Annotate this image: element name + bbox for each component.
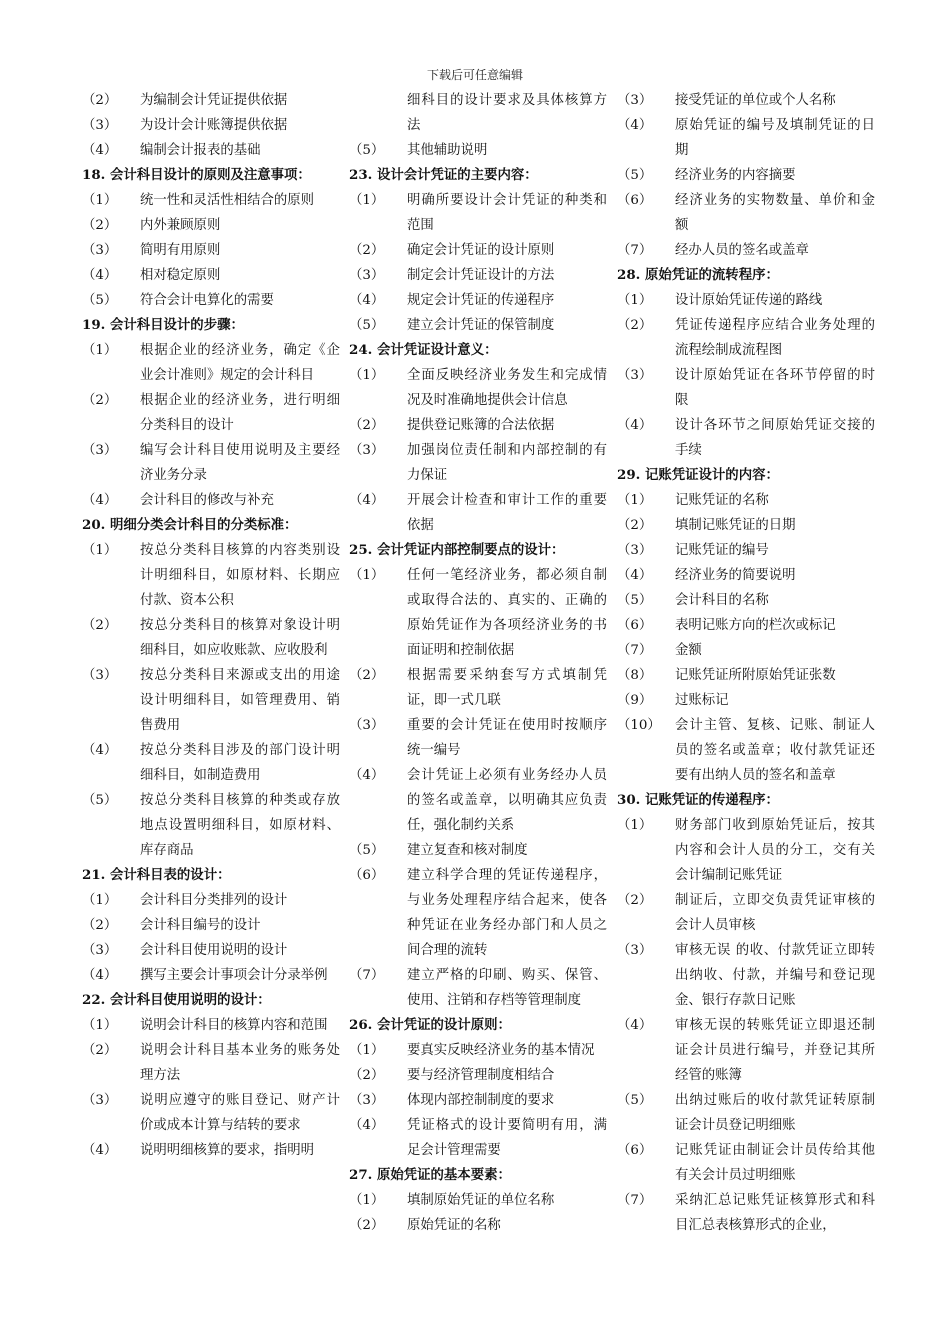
item-number: （2）	[349, 668, 385, 683]
item-text: 设计原始凭证传递的路线	[675, 293, 823, 308]
item-number: （7）	[617, 643, 653, 658]
list-item	[617, 163, 875, 188]
section-heading: 19. 会计科目设计的步骤：	[82, 317, 244, 333]
item-number: （3）	[617, 943, 653, 958]
list-item	[349, 288, 607, 313]
item-number: （4）	[349, 293, 385, 308]
item-number: （1）	[82, 543, 118, 558]
item-text: 根据企业的经济业务，进行明细分类科目的设计	[140, 393, 340, 433]
item-text: 表明记账方向的栏次或标记	[675, 618, 836, 633]
item-text: 说明会计科目基本业务的账务处理方法	[140, 1043, 340, 1083]
item-number: （6）	[617, 193, 653, 208]
section-heading: 21. 会计科目表的设计：	[82, 867, 231, 883]
item-text: 制证后，立即交负责凭证审核的会计人员审核	[675, 893, 875, 933]
item-number: （5）	[617, 593, 653, 608]
list-item	[617, 188, 875, 238]
section-heading: 27. 原始凭证的基本要素：	[349, 1167, 511, 1183]
item-text: 全面反映经济业务发生和完成情况及时准确地提供会计信息	[407, 368, 607, 408]
list-item	[617, 413, 875, 463]
item-number: （7）	[617, 1193, 653, 1208]
item-number: （3）	[349, 443, 385, 458]
item-text: 记账凭证的名称	[675, 493, 769, 508]
item-text: 经济业务的实物数量、单价和金额	[675, 193, 875, 233]
list-item	[617, 1088, 875, 1138]
list-item	[82, 438, 340, 488]
item-number: （4）	[82, 268, 118, 283]
section-heading: 28. 原始凭证的流转程序：	[617, 267, 779, 283]
item-number: （5）	[349, 318, 385, 333]
list-item	[349, 263, 607, 288]
item-number: （1）	[349, 1193, 385, 1208]
item-number: （2）	[349, 418, 385, 433]
list-item	[617, 688, 875, 713]
list-item	[82, 188, 340, 213]
section-heading: 30. 记账凭证的传递程序：	[617, 792, 779, 808]
item-number: （9）	[617, 693, 653, 708]
section-heading: 22. 会计科目使用说明的设计：	[82, 992, 271, 1008]
item-number: （2）	[82, 393, 118, 408]
item-text: 说明应遵守的账目登记、财产计价或成本计算与结转的要求	[140, 1093, 340, 1133]
item-text: 财务部门收到原始凭证后，按其内容和会计人员的分工，交有关会计编制记账凭证	[675, 818, 875, 883]
list-item	[349, 188, 607, 238]
item-number: （10）	[617, 718, 661, 733]
item-number: （3）	[82, 943, 118, 958]
item-text: 会计科目的名称	[675, 593, 769, 608]
list-item	[617, 513, 875, 538]
list-item	[349, 438, 607, 488]
section-heading: 20. 明细分类会计科目的分类标准：	[82, 517, 298, 533]
item-number: （1）	[82, 1018, 118, 1033]
item-number: （3）	[82, 243, 118, 258]
list-item	[617, 363, 875, 413]
item-number: （2）	[617, 318, 653, 333]
list-item	[617, 1013, 875, 1088]
item-text: 要真实反映经济业务的基本情况	[407, 1043, 595, 1058]
list-item	[82, 913, 340, 938]
item-text: 记账凭证所附原始凭证张数	[675, 668, 836, 683]
list-item	[617, 638, 875, 663]
item-text: 会计科目分类排列的设计	[140, 893, 288, 908]
item-number: （2）	[82, 93, 118, 108]
list-item	[349, 363, 607, 413]
list-item	[82, 613, 340, 663]
list-item	[82, 1138, 340, 1163]
item-number: （3）	[349, 1093, 385, 1108]
item-number: （4）	[617, 1018, 653, 1033]
item-number: （3）	[82, 443, 118, 458]
item-text: 相对稳定原则	[140, 268, 221, 283]
item-text: 原始凭证的名称	[407, 1218, 501, 1233]
list-item	[82, 263, 340, 288]
item-text: 提供登记账簿的合法依据	[407, 418, 555, 433]
item-number: （3）	[82, 668, 118, 683]
item-text: 记账凭证由制证会计员传给其他有关会计员过明细账	[675, 1143, 875, 1183]
list-item	[82, 213, 340, 238]
item-text: 确定会计凭证的设计原则	[407, 243, 555, 258]
section-heading: 26. 会计凭证的设计原则：	[349, 1017, 511, 1033]
list-item	[349, 313, 607, 338]
list-item	[617, 113, 875, 163]
item-text: 按总分类科目核算的种类或存放地点设置明细科目，如原材料、库存商品	[140, 793, 340, 858]
item-number: （2）	[349, 1218, 385, 1233]
item-number: （4）	[82, 743, 118, 758]
item-number: （5）	[349, 143, 385, 158]
list-item	[617, 1138, 875, 1188]
list-item	[82, 388, 340, 438]
item-text: 会计主管、复核、记账、制证人员的签名或盖章；收付款凭证还要有出纳人员的签名和盖章	[675, 718, 875, 783]
item-text: 按总分类科目来源或支出的用途设计明细科目，如管理费用、销售费用	[140, 668, 340, 733]
item-text: 根据企业的经济业务，确定《企业会计准则》规定的会计科目	[140, 343, 340, 383]
item-number: （2）	[82, 918, 118, 933]
list-item	[82, 738, 340, 788]
item-text: 根据需要采纳套写方式填制凭证，即一式几联	[407, 668, 607, 708]
list-item	[617, 88, 875, 113]
list-item	[349, 563, 607, 663]
item-number: （4）	[617, 118, 653, 133]
list-item	[617, 538, 875, 563]
item-text: 会计科目的修改与补充	[140, 493, 274, 508]
item-text: 审核无误的转账凭证立即退还制证会计员进行编号，并登记其所经管的账簿	[675, 1018, 875, 1083]
item-number: （3）	[349, 718, 385, 733]
item-number: （5）	[617, 1093, 653, 1108]
list-item	[349, 713, 607, 763]
list-item	[82, 138, 340, 163]
item-number: （5）	[82, 793, 118, 808]
item-number: （4）	[82, 493, 118, 508]
item-number: （1）	[617, 818, 653, 833]
list-item	[82, 488, 340, 513]
list-item	[617, 613, 875, 638]
list-item	[349, 1188, 607, 1213]
item-number: （7）	[349, 968, 385, 983]
list-item	[82, 538, 340, 613]
item-text: 体现内部控制制度的要求	[407, 1093, 555, 1108]
item-number: （3）	[82, 118, 118, 133]
list-item	[617, 563, 875, 588]
list-item	[349, 1038, 607, 1063]
item-number: （8）	[617, 668, 653, 683]
item-text: 按总分类科目核算的内容类别设计明细科目，如原材料、长期应付款、资本公积	[140, 543, 340, 608]
item-text: 简明有用原则	[140, 243, 221, 258]
item-number: （1）	[617, 493, 653, 508]
item-text: 凭证格式的设计要简明有用，满足会计管理需要	[407, 1118, 607, 1158]
section-heading: 29. 记账凭证设计的内容：	[617, 467, 779, 483]
item-number: （6）	[349, 868, 385, 883]
item-text: 经济业务的简要说明	[675, 568, 796, 583]
list-item	[349, 963, 607, 1013]
item-text: 说明会计科目的核算内容和范围	[140, 1018, 328, 1033]
item-text: 会计科目编号的设计	[140, 918, 261, 933]
item-text: 符合会计电算化的需要	[140, 293, 274, 308]
item-text: 制定会计凭证设计的方法	[407, 268, 555, 283]
item-number: （1）	[349, 368, 385, 383]
item-number: （1）	[349, 193, 385, 208]
item-text: 建立复查和核对制度	[407, 843, 528, 858]
item-number: （1）	[82, 893, 118, 908]
list-item	[617, 238, 875, 263]
item-number: （2）	[617, 518, 653, 533]
item-number: （4）	[617, 568, 653, 583]
item-text: 经济业务的内容摘要	[675, 168, 796, 183]
section-heading: 18. 会计科目设计的原则及注意事项：	[82, 167, 311, 183]
list-item	[82, 338, 340, 388]
item-number: （3）	[82, 1093, 118, 1108]
item-number: （1）	[349, 1043, 385, 1058]
item-number: （3）	[349, 268, 385, 283]
item-number: （5）	[82, 293, 118, 308]
list-item	[82, 788, 340, 863]
item-text: 设计各环节之间原始凭证交接的手续	[675, 418, 875, 458]
list-item	[82, 1038, 340, 1088]
item-text: 出纳过账后的收付款凭证转原制证会计员登记明细账	[675, 1093, 875, 1133]
list-item	[82, 963, 340, 988]
item-number: （2）	[349, 243, 385, 258]
list-item	[617, 313, 875, 363]
item-number: （1）	[617, 293, 653, 308]
item-number: （2）	[82, 218, 118, 233]
item-number: （4）	[349, 1118, 385, 1133]
item-text: 填制记账凭证的日期	[675, 518, 796, 533]
item-text: 要与经济管理制度相结合	[407, 1068, 555, 1083]
item-text: 细科目的设计要求及具体核算方法	[407, 93, 607, 133]
item-text: 过账标记	[675, 693, 729, 708]
list-item	[617, 488, 875, 513]
item-text: 建立科学合理的凭证传递程序，与业务处理程序结合起来，使各种凭证在业务经办部门和人员之间合理的流转	[407, 868, 607, 958]
item-text: 内外兼顾原则	[140, 218, 221, 233]
item-text: 采纳汇总记账凭证核算形式和科目汇总表核算形式的企业，	[675, 1193, 875, 1233]
item-text: 会计科目使用说明的设计	[140, 943, 288, 958]
item-text: 为编制会计凭证提供依据	[140, 93, 288, 108]
item-number: （4）	[82, 143, 118, 158]
item-number: （4）	[82, 1143, 118, 1158]
item-number: （2）	[82, 1043, 118, 1058]
item-text: 按总分类科目的核算对象设计明细科目，如应收账款、应收股利	[140, 618, 340, 658]
list-item	[349, 488, 607, 538]
list-item	[349, 1113, 607, 1163]
item-text: 其他辅助说明	[407, 143, 488, 158]
item-text: 审核无误 的收、付款凭证立即转出纳收、付款，并编号和登记现金、银行存款日记账	[675, 943, 875, 1008]
list-item	[617, 588, 875, 613]
item-text: 接受凭证的单位或个人名称	[675, 93, 836, 108]
item-text: 任何一笔经济业务，都必须自制或取得合法的、真实的、正确的原始凭证作为各项经济业务的书面证明和控制依据	[407, 568, 607, 658]
list-item	[82, 663, 340, 738]
item-text: 加强岗位责任制和内部控制的有力保证	[407, 443, 607, 483]
item-number: （4）	[617, 418, 653, 433]
list-item	[349, 413, 607, 438]
list-item	[617, 1188, 875, 1238]
list-item	[82, 1088, 340, 1138]
item-number: （6）	[617, 1143, 653, 1158]
item-text: 规定会计凭证的传递程序	[407, 293, 555, 308]
section-heading: 23. 设计会计凭证的主要内容：	[349, 167, 538, 183]
item-number: （1）	[349, 568, 385, 583]
list-item	[617, 888, 875, 938]
list-item	[617, 938, 875, 1013]
list-item	[349, 1063, 607, 1088]
item-number: （2）	[349, 1068, 385, 1083]
item-number: （4）	[349, 493, 385, 508]
item-number: （3）	[617, 93, 653, 108]
list-item	[82, 1013, 340, 1038]
item-text: 编写会计科目使用说明及主要经济业务分录	[140, 443, 340, 483]
item-number: （3）	[617, 543, 653, 558]
item-text: 撰写主要会计事项会计分录举例	[140, 968, 328, 983]
item-number: （4）	[82, 968, 118, 983]
list-item	[349, 138, 607, 163]
list-item	[349, 1088, 607, 1113]
item-text: 金额	[675, 643, 702, 658]
item-number: （4）	[349, 768, 385, 783]
item-number: （3）	[617, 368, 653, 383]
item-text: 说明明细核算的要求，指明明	[140, 1143, 315, 1158]
item-text: 建立会计凭证的保管制度	[407, 318, 555, 333]
item-number: （7）	[617, 243, 653, 258]
column-1	[82, 88, 340, 1163]
item-number: （5）	[617, 168, 653, 183]
item-text: 重要的会计凭证在使用时按顺序统一编号	[407, 718, 607, 758]
item-text: 编制会计报表的基础	[140, 143, 261, 158]
list-item	[349, 238, 607, 263]
item-text: 会计凭证上必须有业务经办人员的签名或盖章，以明确其应负责任，强化制约关系	[407, 768, 607, 833]
item-number: （5）	[349, 843, 385, 858]
list-item	[82, 238, 340, 263]
list-item	[82, 288, 340, 313]
list-item	[82, 88, 340, 113]
item-number: （6）	[617, 618, 653, 633]
list-item	[617, 663, 875, 688]
item-text: 设计原始凭证在各环节停留的时限	[675, 368, 875, 408]
list-item	[349, 863, 607, 963]
column-2	[349, 88, 607, 1238]
list-item	[349, 763, 607, 838]
list-item	[617, 713, 875, 788]
item-text: 建立严格的印刷、购买、保管、使用、注销和存档等管理制度	[407, 968, 607, 1008]
item-text: 开展会计检查和审计工作的重要依据	[407, 493, 607, 533]
list-item	[349, 838, 607, 863]
item-text: 凭证传递程序应结合业务处理的流程绘制成流程图	[675, 318, 875, 358]
section-heading: 24. 会计凭证设计意义：	[349, 342, 498, 358]
item-number	[349, 88, 407, 138]
list-item	[349, 663, 607, 713]
item-text: 明确所要设计会计凭证的种类和范围	[407, 193, 607, 233]
item-text: 为设计会计账簿提供依据	[140, 118, 288, 133]
list-item	[82, 113, 340, 138]
item-number: （1）	[82, 193, 118, 208]
list-item	[82, 888, 340, 913]
item-number: （1）	[82, 343, 118, 358]
list-item	[617, 813, 875, 888]
page-header: 下载后可任意编辑	[426, 68, 523, 82]
list-item	[617, 288, 875, 313]
list-item	[349, 1213, 607, 1238]
item-number: （2）	[617, 893, 653, 908]
item-text: 原始凭证的编号及填制凭证的日期	[675, 118, 875, 158]
item-text: 按总分类科目涉及的部门设计明细科目，如制造费用	[140, 743, 340, 783]
item-text: 记账凭证的编号	[675, 543, 769, 558]
item-text: 填制原始凭证的单位名称	[407, 1193, 555, 1208]
section-heading: 25. 会计凭证内部控制要点的设计：	[349, 542, 565, 558]
column-3	[617, 88, 875, 1238]
list-item	[349, 88, 607, 138]
item-number: （2）	[82, 618, 118, 633]
item-text: 经办人员的签名或盖章	[675, 243, 809, 258]
item-text: 统一性和灵活性相结合的原则	[140, 193, 315, 208]
list-item	[82, 938, 340, 963]
